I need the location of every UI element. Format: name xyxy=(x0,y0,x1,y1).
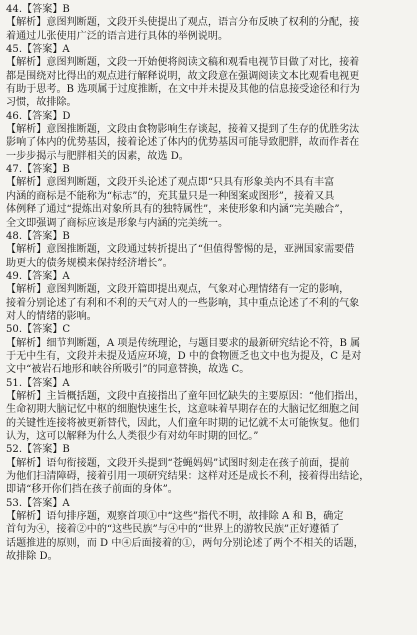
analysis-line: 内涵的商标是不能称为“标志”的，充其量只是一种图案或图形”，接着又具 xyxy=(6,190,335,202)
analysis-line: 为他们扫清障碍，接着引用一项研究结果：这样对还是成长不利，接着得出结论， xyxy=(6,471,370,483)
analysis-text xyxy=(6,457,412,497)
analysis-line: 【解析】语句衔接题，文段开头提到“苍蝇妈妈”试图时刻走在孩子前面，提前 xyxy=(6,457,350,469)
answer-heading: 44.【答案】B xyxy=(6,4,70,15)
answer-entry xyxy=(6,110,412,163)
analysis-text xyxy=(6,510,412,563)
analysis-text xyxy=(6,390,412,443)
analysis-line: 接着分别论述了有利和不利的天气对人的一些影响，其中重点论述了不利的气象 xyxy=(6,297,360,309)
answer-heading: 51.【答案】A xyxy=(6,377,70,389)
analysis-line: 【解析】意图判断题，文段一开始便将阅读文稿和观看电视节目做了对比，接着 xyxy=(6,57,360,69)
analysis-text xyxy=(6,337,412,377)
analysis-line: 故排除 D。 xyxy=(6,551,58,563)
analysis-text xyxy=(6,56,412,109)
answer-entry xyxy=(6,3,412,43)
analysis-line: 【解析】意图推断题，文段通过转折提出了“但值得警惕的是，亚洲国家需要借 xyxy=(6,244,355,256)
answer-entry xyxy=(6,377,412,444)
analysis-line: 对人的情绪的影响。 xyxy=(6,310,97,322)
answer-entry xyxy=(6,323,412,376)
analysis-line: 一步步揭示与肥胖相关的因素，故选 D。 xyxy=(6,150,189,162)
answer-heading: 50.【答案】C xyxy=(6,324,71,336)
analysis-line: 【解析】意图判断题，文段开篇即提出观点，气象对心理情绪有一定的影响， xyxy=(6,284,350,296)
analysis-line: 影响了体内的优势基因，接着论述了体内的优势基因可能导致肥胖，故而作者在 xyxy=(6,137,360,149)
analysis-line: 助更大的债务规模来保持经济增长”。 xyxy=(6,257,173,269)
analysis-line: 生命初期大脑记忆中枢的细胞快速生长，这意味着早期存在的大脑记忆细胞之间 xyxy=(6,404,360,416)
analysis-line: 【解析】意图判断题，文段开头论述了观点即“只具有形象美内不具有丰富 xyxy=(6,177,335,189)
analysis-text xyxy=(6,16,412,43)
answer-heading: 45.【答案】A xyxy=(6,44,70,56)
answer-entry xyxy=(6,230,412,270)
answer-heading: 47.【答案】B xyxy=(6,164,70,176)
analysis-text xyxy=(6,283,412,323)
analysis-line: 话题推进的原则，而 D 中④后面接着的①，两句分别论述了两个不相关的话题， xyxy=(6,537,364,549)
analysis-line: 【解析】细节判断题，A 项是传统理论，与题目要求的最新研究结论不符，B 属 xyxy=(6,337,361,349)
analysis-line: 习惯，故排除。 xyxy=(6,97,77,109)
analysis-line: 全文即强调了商标应该是形象与内涵的完美统一。 xyxy=(6,217,229,229)
analysis-line: 【解析】意图推断题，文段由食物影响生存谈起，接着又提到了生存的优胜劣汰 xyxy=(6,124,360,136)
analysis-line: 【解析】意图判断题，文段开头使提出了观点，语言分布反映了权利的分配，接 xyxy=(6,17,360,29)
analysis-line: 的关键性连接将被更新替代，因此，人们童年时期的记忆就不太可能恢复。他们 xyxy=(6,417,360,429)
analysis-line: 即请“移开你们挡在孩子前面的身体”。 xyxy=(6,484,178,496)
analysis-line: 有助于思考。B 选项属于过度推断，在文中并未提及其他的信息接受途径和行为 xyxy=(6,84,360,96)
answer-entry xyxy=(6,443,412,496)
answer-heading: 52.【答案】B xyxy=(6,444,70,456)
analysis-line: 于无中生有，文段并未提及适应环境，D 中的食物匮乏也文中也为提及，C 是对 xyxy=(6,350,362,362)
answer-entry xyxy=(6,497,412,564)
answer-entry xyxy=(6,163,412,230)
analysis-text xyxy=(6,176,412,229)
analysis-line: 体例释了通过“提炼出对象所具有的独特属性”，来使形象和内涵“完美融合”， xyxy=(6,204,350,216)
analysis-line: 都是围绕对比得出的观点进行解释说明，故文段意在强调阅读文本比观看电视更 xyxy=(6,70,360,82)
analysis-line: 认为，这可以解释为什么人类很少有对幼年时期的回忆。” xyxy=(6,431,259,442)
analysis-line: 首句为④，接着②中的“这些民族”与④中的“世界上的游牧民族”正好遵循了 xyxy=(6,524,340,536)
analysis-line: 【解析】语句排序题，观察首项①中“这些”指代不明，故排除 A 和 B，确定 xyxy=(6,511,344,523)
analysis-text xyxy=(6,243,412,270)
analysis-text xyxy=(6,123,412,163)
answer-heading: 53.【答案】A xyxy=(6,497,70,509)
answer-heading: 49.【答案】A xyxy=(6,270,70,282)
analysis-line: 着通过儿张使用广泛的语言进行具体的举例说明。 xyxy=(6,30,229,42)
analysis-line: 文中“被岩石地形和峡谷所吸引”的同意替换，故选 C。 xyxy=(6,364,250,376)
analysis-line: 【解析】主旨概括题，文段中直接指出了童年回忆缺失的主要原因：“他们指出， xyxy=(6,390,365,402)
answer-heading: 46.【答案】D xyxy=(6,110,71,122)
answer-heading: 48.【答案】B xyxy=(6,230,70,242)
answer-entry xyxy=(6,43,412,110)
answer-entry xyxy=(6,270,412,323)
